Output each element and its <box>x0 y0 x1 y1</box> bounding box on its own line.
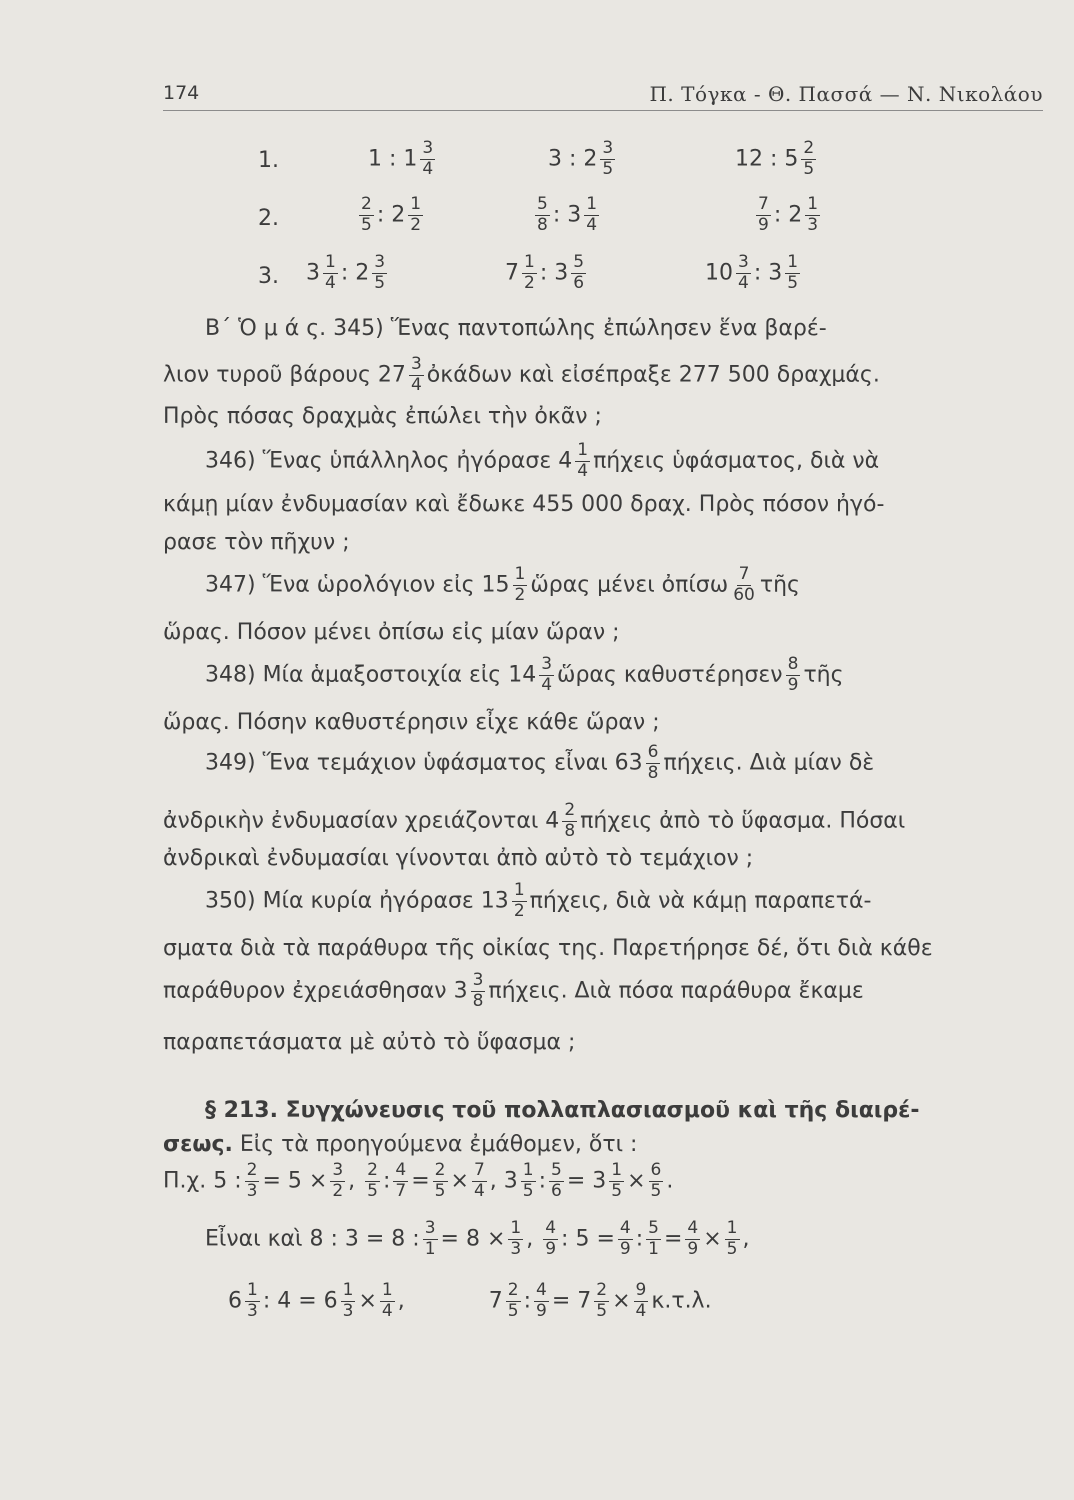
page-number: 174 <box>163 82 200 104</box>
row-index: 3. <box>258 264 279 289</box>
problem-345-line-1: Β΄ Ὁ μ ά ς. 345) Ἕνας παντοπώλης ἐπώλησεν ἕνα βαρέ- <box>205 316 827 341</box>
ratio-b: 7 $\frac{1}{2}$ : 3 $\frac{5}{6}$ <box>505 252 585 293</box>
page-header <box>163 78 1043 112</box>
problem-349-line-2: ἀνδρικὴν ἐνδυμασίαν χρειάζονται 4 $\frac{2}{8}$ πήχεις ἀπὸ τὸ ὕφασμα. Πόσαι <box>163 800 906 841</box>
example-line-2: Εἶναι καὶ 8 : 3 = 8 : $\frac{3}{1}$ = 8 × $\frac{1}{3}$ , $\frac{4}{9}$ : 5 = $\frac{4}{9}$ : $\frac{5}{1}$ = $\frac{4}{9}$ × $\frac{1}{5}$ , <box>205 1218 750 1259</box>
problem-349-line-1: 349) Ἕνα τεμάχιον ὑφάσματος εἶναι 63 $\frac{6}{8}$ πήχεις. Διὰ μίαν δὲ <box>205 742 875 783</box>
problem-347-line-1: 347) Ἕνα ὡρολόγιον εἰς 15 $\frac{1}{2}$ ὥρας μένει ὀπίσω $\frac{7}{60}$ τῆς <box>205 564 800 605</box>
ratio-b: $\frac{5}{8}$ : 3 $\frac{1}{4}$ <box>537 194 598 235</box>
problem-350-line-1: 350) Μία κυρία ἠγόρασε 13 $\frac{1}{2}$ πήχεις, διὰ νὰ κάμῃ παραπετά- <box>205 880 872 921</box>
problem-345-line-2: λιον τυροῦ βάρους 27 $\frac{3}{4}$ ὀκάδων καὶ εἰσέπραξε 277 500 δραχμάς. <box>163 354 880 395</box>
section-heading-line-1: § 213. Συγχώνευσις τοῦ πολλαπλασιασμοῦ καὶ τῆς διαιρέ- <box>205 1098 920 1123</box>
header-rule <box>163 110 1043 111</box>
example-line-3: 6 $\frac{1}{3}$ : 4 = 6 $\frac{1}{3}$ × $\frac{1}{4}$ , 7 $\frac{2}{5}$ : $\frac{4}{9}$ = 7 $\frac{2}{5}$ × $\frac{9}{4}$ κ.τ.λ. <box>228 1280 712 1321</box>
ratio-a: $\frac{2}{5}$ : 2 $\frac{1}{2}$ <box>361 194 422 235</box>
running-title: Π. Τόγκα - Θ. Πασσά — Ν. Νικολάου <box>649 82 1043 106</box>
ratio-c: 12 : 5 $\frac{2}{5}$ <box>735 138 815 179</box>
row-index: 1. <box>258 148 279 173</box>
problem-346-line-1: 346) Ἕνας ὑπάλληλος ἠγόρασε 4 $\frac{1}{4}$ πήχεις ὑφάσματος, διὰ νὰ <box>205 440 880 481</box>
problem-349-line-3: ἀνδρικαὶ ἐνδυμασίαι γίνονται ἀπὸ αὐτὸ τὸ τεμάχιον ; <box>163 846 754 871</box>
problem-350-line-3: παράθυρον ἐχρειάσθησαν 3 $\frac{3}{8}$ πήχεις. Διὰ πόσα παράθυρα ἔκαμε <box>163 970 864 1011</box>
fraction: $\frac{2}{5}$ <box>803 138 815 179</box>
section-heading-line-2: σεως. Εἰς τὰ προηγούμενα ἐμάθομεν, ὅτι : <box>163 1132 638 1157</box>
problem-350-line-2: σματα διὰ τὰ παράθυρα τῆς οἰκίας της. Παρετήρησε δέ, ὅτι διὰ κάθε <box>163 936 933 961</box>
problem-346-line-2: κάμῃ μίαν ἐνδυμασίαν καὶ ἔδωκε 455 000 δραχ. Πρὸς πόσον ἠγό- <box>163 492 885 517</box>
problem-345-line-3: Πρὸς πόσας δραχμὰς ἐπώλει τὴν ὀκᾶν ; <box>163 404 602 429</box>
ratio-b: 3 : 2 $\frac{3}{5}$ <box>548 138 614 179</box>
example-line-1: Π.χ. 5 : $\frac{2}{3}$ = 5 × $\frac{3}{2}$ , $\frac{2}{5}$ : $\frac{4}{7}$ = $\frac{2}{5}$ × $\frac{7}{4}$ , 3 $\frac{1}{5}$ : $\frac{5}{6}$ = 3 $\frac{1}{5}$ × $\frac{6}{5}$ . <box>163 1160 674 1201</box>
problem-346-line-3: ρασε τὸν πῆχυν ; <box>163 530 350 555</box>
ratio-a: 1 : 1 $\frac{3}{4}$ <box>368 138 434 179</box>
fraction: $\frac{3}{4}$ <box>422 138 434 179</box>
problem-348-line-2: ὥρας. Πόσην καθυστέρησιν εἶχε κάθε ὥραν ; <box>163 710 660 735</box>
ratio-a: 3 $\frac{1}{4}$ : 2 $\frac{3}{5}$ <box>306 252 386 293</box>
problem-350-line-4: παραπετάσματα μὲ αὐτὸ τὸ ὕφασμα ; <box>163 1030 576 1055</box>
problem-348-line-1: 348) Μία ἁμαξοστοιχία εἰς 14 $\frac{3}{4}$ ὥρας καθυστέρησεν $\frac{8}{9}$ τῆς <box>205 654 844 695</box>
fraction: $\frac{3}{5}$ <box>602 138 614 179</box>
problem-347-line-2: ὥρας. Πόσον μένει ὀπίσω εἰς μίαν ὥραν ; <box>163 620 620 645</box>
ratio-c: $\frac{7}{9}$ : 2 $\frac{1}{3}$ <box>758 194 819 235</box>
row-index: 2. <box>258 206 279 231</box>
ratio-c: 10 $\frac{3}{4}$ : 3 $\frac{1}{5}$ <box>705 252 799 293</box>
